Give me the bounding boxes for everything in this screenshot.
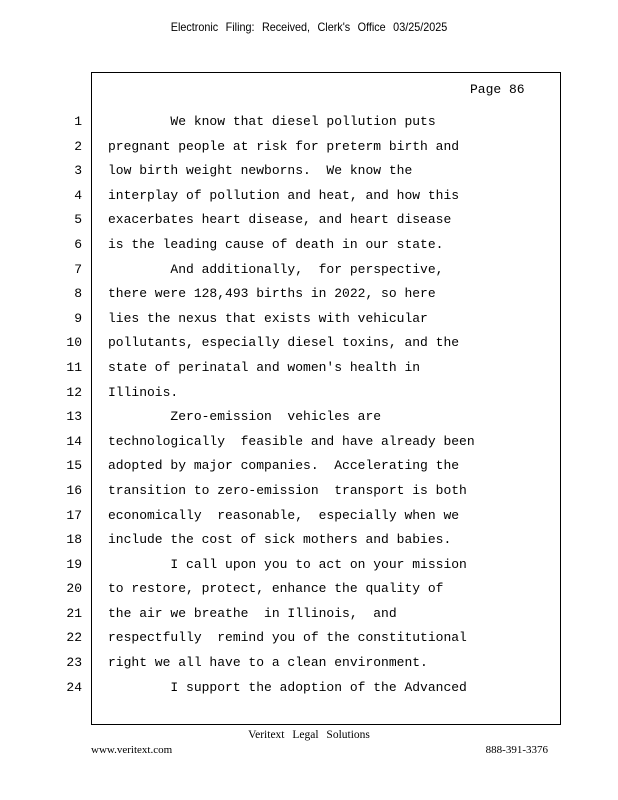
transcript-line <box>0 676 618 701</box>
line-text: exacerbates heart disease, and heart disease <box>108 212 452 228</box>
transcript-line <box>0 553 618 578</box>
line-text: right we all have to a clean environment. <box>108 655 428 671</box>
footer-phone: 888-391-3376 <box>485 744 548 756</box>
line-text: low birth weight newborns. We know the <box>108 163 413 179</box>
line-text: We know that diesel pollution puts <box>108 114 436 129</box>
line-number: 9 <box>74 310 82 326</box>
transcript-line <box>0 504 618 529</box>
line-text: Zero-emission vehicles are <box>108 409 382 425</box>
line-text: Illinois. <box>108 384 179 400</box>
page-number: Page 86 <box>470 82 525 97</box>
transcript-line <box>0 577 618 602</box>
transcript-line <box>0 159 618 184</box>
line-text: I support the adoption of the Advanced <box>108 679 467 695</box>
transcript-line <box>0 430 618 455</box>
transcript-line <box>0 110 618 135</box>
line-text: And additionally, for perspective, <box>108 261 444 277</box>
line-number: 3 <box>74 163 82 179</box>
line-text: the air we breathe in Illinois, and <box>108 605 397 621</box>
transcript-line <box>0 135 618 160</box>
line-number: 6 <box>74 236 82 252</box>
transcript-line <box>0 208 618 233</box>
line-text: to restore, protect, enhance the quality of <box>108 581 444 597</box>
transcript-line <box>0 602 618 627</box>
line-number: 5 <box>74 212 82 228</box>
filing-stamp: Electronic Filing: Received, Clerk's Office 03/25/2025 <box>170 20 448 34</box>
line-text: adopted by major companies. Accelerating the <box>108 458 460 474</box>
transcript-line <box>0 626 618 651</box>
transcript-line <box>0 405 618 430</box>
line-text: I call upon you to act on your mission <box>108 556 467 572</box>
line-number: 1 <box>74 114 82 129</box>
transcript-line <box>0 282 618 307</box>
line-number: 18 <box>66 532 82 548</box>
footer-company: Veritext Legal Solutions <box>248 729 370 741</box>
line-number: 16 <box>66 482 82 498</box>
transcript-line <box>0 184 618 209</box>
transcript-line <box>0 381 618 406</box>
transcript-line <box>0 356 618 381</box>
transcript-line <box>0 258 618 283</box>
line-text: state of perinatal and women's health in <box>108 359 421 375</box>
line-number: 23 <box>66 655 82 671</box>
transcript-line <box>0 651 618 676</box>
line-number: 10 <box>66 335 82 351</box>
line-text: is the leading cause of death in our state. <box>108 236 444 252</box>
line-text: pregnant people at risk for preterm birth and <box>108 138 460 154</box>
transcript-line <box>0 331 618 356</box>
line-text: include the cost of sick mothers and babies. <box>108 532 452 548</box>
transcript-line <box>0 454 618 479</box>
line-number: 15 <box>66 458 82 474</box>
line-text: interplay of pollution and heat, and how this <box>108 187 460 203</box>
line-text: lies the nexus that exists with vehicular <box>108 310 428 326</box>
transcript-line <box>0 479 618 504</box>
line-number: 4 <box>74 187 82 203</box>
line-number: 21 <box>66 605 82 621</box>
line-number: 7 <box>74 261 82 277</box>
line-number: 17 <box>66 507 82 523</box>
transcript-line <box>0 307 618 332</box>
line-text: technologically feasible and have already been <box>108 433 475 449</box>
transcript-line <box>0 233 618 258</box>
transcript-line <box>0 528 618 553</box>
footer-website: www.veritext.com <box>91 744 173 756</box>
line-number: 2 <box>74 138 82 154</box>
line-number: 8 <box>74 286 82 302</box>
transcript-body <box>0 110 618 700</box>
line-number: 24 <box>66 679 82 695</box>
line-number: 20 <box>66 581 82 597</box>
line-number: 19 <box>66 556 82 572</box>
line-text: there were 128,493 births in 2022, so here <box>108 286 436 302</box>
line-text: pollutants, especially diesel toxins, and the <box>108 335 460 351</box>
line-number: 12 <box>66 384 82 400</box>
line-text: respectfully remind you of the constitutional <box>108 630 467 646</box>
line-number: 13 <box>66 409 82 425</box>
line-text: economically reasonable, especially when we <box>108 507 460 523</box>
line-number: 14 <box>66 433 82 449</box>
line-number: 22 <box>66 630 82 646</box>
line-text: transition to zero-emission transport is both <box>108 482 467 498</box>
line-number: 11 <box>66 359 82 375</box>
